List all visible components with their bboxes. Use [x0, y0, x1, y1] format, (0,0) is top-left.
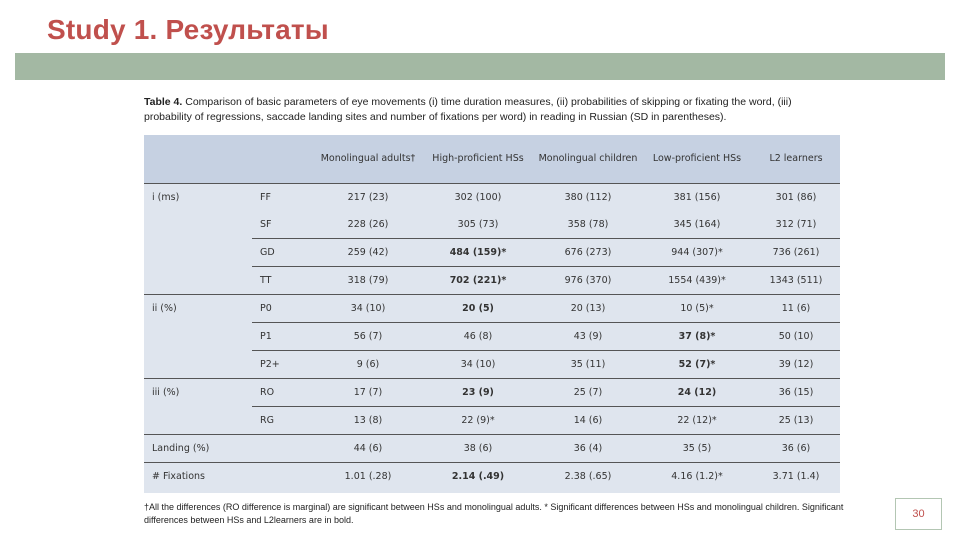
table-cell: 312 (71): [775, 219, 817, 230]
table-cell: 2.14 (.49): [422, 463, 534, 491]
table-cell: 702 (221)*: [422, 267, 534, 295]
row-group-cell: i (ms): [152, 192, 180, 203]
table-cell: 676 (273): [534, 239, 642, 267]
table-cell: 318 (79): [314, 267, 422, 295]
row-group-cell: [144, 239, 252, 267]
table-cell: 52 (7)*: [642, 351, 752, 379]
table-row: [144, 351, 840, 379]
table-cell: 36 (6): [752, 435, 840, 463]
table-cell: 736 (261): [752, 239, 840, 267]
row-group-cell: [144, 351, 252, 379]
table-cell: 22 (9)*: [422, 407, 534, 435]
column-header-monolingual-children: Monolingual children: [534, 135, 642, 184]
table-row: [144, 379, 840, 407]
row-parameter-cell: TT: [252, 267, 314, 295]
table-caption-label: Table 4.: [144, 96, 183, 108]
table-row: [144, 184, 840, 212]
table-cell: 259 (42): [314, 239, 422, 267]
table-cell: 484 (159)*: [422, 239, 534, 267]
page-number: 30: [895, 498, 942, 530]
table-cell: 358 (78): [567, 219, 609, 230]
table-cell: 37 (8)*: [642, 323, 752, 351]
table-cell: 2.38 (.65): [534, 463, 642, 491]
table-caption: [144, 95, 840, 125]
results-table: [144, 135, 840, 490]
row-group-cell: [144, 407, 252, 435]
row-parameter-cell: [252, 463, 314, 491]
table-cell: 301 (86): [775, 192, 817, 203]
table-cell: 43 (9): [534, 323, 642, 351]
table-cell: 35 (11): [534, 351, 642, 379]
table-cell: 34 (10): [314, 295, 422, 323]
table-cell: 228 (26): [347, 219, 389, 230]
table-cell: 50 (10): [752, 323, 840, 351]
table-cell: 36 (4): [534, 435, 642, 463]
row-parameter-cell: [252, 435, 314, 463]
column-header: [252, 135, 314, 184]
row-parameter-cell: FF: [260, 192, 271, 203]
column-header-low-proficient-hss: Low-proficient HSs: [642, 135, 752, 184]
table-cell: 20 (5): [422, 295, 534, 323]
table-cell: 10 (5)*: [642, 295, 752, 323]
table-cell: 38 (6): [422, 435, 534, 463]
table-row: [144, 323, 840, 351]
table-row: [144, 463, 840, 491]
table-cell: 1343 (511): [752, 267, 840, 295]
table-cell: 1.01 (.28): [314, 463, 422, 491]
table-cell: 56 (7): [314, 323, 422, 351]
table-cell: 976 (370): [534, 267, 642, 295]
table-cell: 14 (6): [534, 407, 642, 435]
row-group-cell: [144, 323, 252, 351]
table-cell: 345 (164): [673, 219, 721, 230]
column-header: [144, 135, 252, 184]
table-cell: 25 (7): [534, 379, 642, 407]
table-cell: 380 (112): [564, 192, 612, 203]
title-bar: [15, 53, 945, 80]
table-cell: 36 (15): [752, 379, 840, 407]
table-row: [144, 435, 840, 463]
row-parameter-cell: P1: [252, 323, 314, 351]
table-cell: 4.16 (1.2)*: [642, 463, 752, 491]
column-header-monolingual-adults: Monolingual adults†: [314, 135, 422, 184]
table-cell: 3.71 (1.4): [752, 463, 840, 491]
table-cell: 34 (10): [422, 351, 534, 379]
table-cell: 217 (23): [347, 192, 389, 203]
table-header-row: [144, 135, 840, 184]
table-cell: 381 (156): [673, 192, 721, 203]
row-parameter-cell: RO: [252, 379, 314, 407]
table-row: [144, 407, 840, 435]
row-parameter-cell: RG: [252, 407, 314, 435]
table-cell: 23 (9): [422, 379, 534, 407]
table-cell: 46 (8): [422, 323, 534, 351]
table-caption-text: Comparison of basic parameters of eye movements (i) time duration measures, (ii) probabilities of skipping or fixating the word, (iii) probability of regressions, saccade landing sites and number of fixations per word) in reading in Russian (SD in parentheses).: [144, 96, 792, 123]
table-cell: 9 (6): [314, 351, 422, 379]
row-parameter-cell: SF: [260, 219, 272, 230]
table-row: [144, 211, 840, 239]
row-group-cell: iii (%): [144, 379, 252, 407]
table-body: [144, 184, 840, 491]
table-cell: 1554 (439)*: [642, 267, 752, 295]
table-cell: 44 (6): [314, 435, 422, 463]
table-cell: 24 (12): [642, 379, 752, 407]
table-footnote: †All the differences (RO difference is marginal) are significant between HSs and monolingual adults. * Significant differences between HSs and monolingual children. Significant differences between HSs and L2learners are in bold.: [144, 502, 844, 525]
slide-title: Study 1. Результаты: [47, 14, 329, 45]
table-cell: 944 (307)*: [642, 239, 752, 267]
table-row: [144, 295, 840, 323]
column-header-high-proficient-hss: High-proficient HSs: [422, 135, 534, 184]
table-cell: 39 (12): [752, 351, 840, 379]
table-cell: 302 (100): [454, 192, 502, 203]
table-row: [144, 267, 840, 295]
table-cell: 13 (8): [314, 407, 422, 435]
table-cell: 305 (73): [457, 219, 499, 230]
row-group-cell: # Fixations: [144, 463, 252, 491]
results-table-container: [144, 135, 840, 493]
table-cell: 20 (13): [534, 295, 642, 323]
row-parameter-cell: P2+: [252, 351, 314, 379]
table-cell: 35 (5): [642, 435, 752, 463]
row-group-cell: Landing (%): [144, 435, 252, 463]
table-cell: 22 (12)*: [642, 407, 752, 435]
table-cell: 11 (6): [752, 295, 840, 323]
row-group-cell: ii (%): [144, 295, 252, 323]
row-group-cell: [144, 211, 252, 239]
table-cell: 17 (7): [314, 379, 422, 407]
table-cell: 25 (13): [752, 407, 840, 435]
table-row: [144, 239, 840, 267]
row-group-cell: [144, 267, 252, 295]
row-parameter-cell: P0: [252, 295, 314, 323]
row-parameter-cell: GD: [252, 239, 314, 267]
column-header-l2-learners: L2 learners: [752, 135, 840, 184]
